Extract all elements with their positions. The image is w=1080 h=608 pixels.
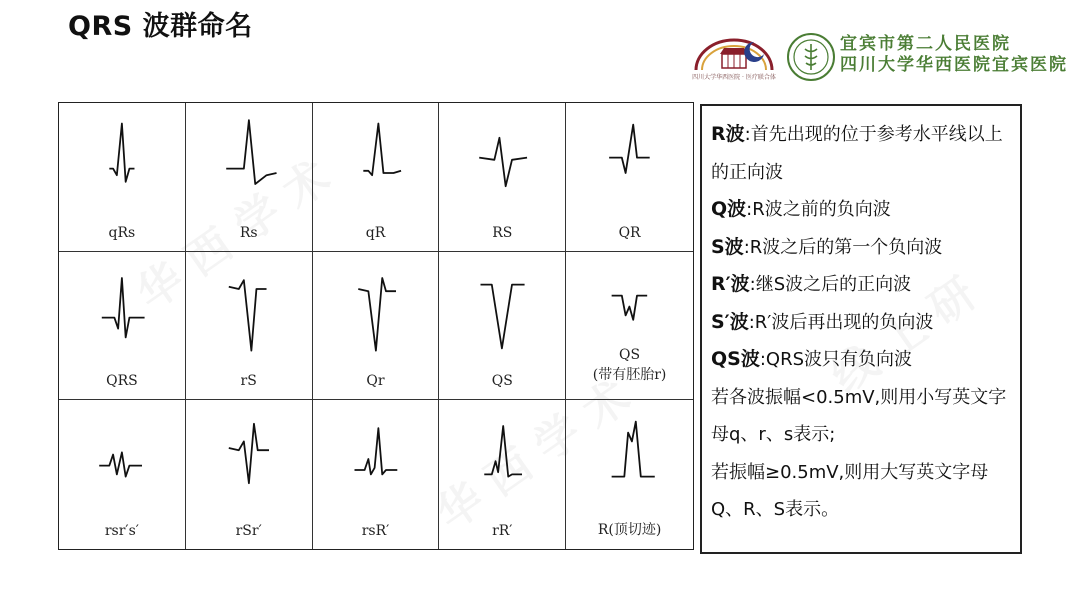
waveform-label [439, 523, 565, 539]
waveform-trace [229, 280, 267, 350]
waveform-label [186, 225, 312, 241]
waveform-trace [481, 284, 525, 348]
definition-q [711, 191, 1012, 229]
text-q: :R波之前的负向波 [746, 199, 891, 220]
qrs-waveform-icon [439, 103, 565, 213]
waveform-label [186, 373, 312, 389]
waveform-cell [313, 400, 440, 549]
waveform-trace [102, 278, 145, 337]
qrs-waveform-icon [186, 400, 312, 510]
waveform-cell [566, 400, 693, 549]
hospital-name-line1: 宜宾市第二人民医院 [840, 34, 1011, 54]
waveform-sublabel: (带有胚胎r) [592, 367, 667, 384]
qrs-waveform-icon [59, 103, 185, 213]
hospital-seal-icon [786, 32, 836, 82]
waveform-cell [439, 252, 566, 401]
definition-r-prime [711, 266, 1012, 304]
waveform-trace [485, 426, 523, 477]
hospital-name-line2: 四川大学华西医院宜宾医院 [840, 55, 1068, 75]
waveform-label-text: rSr′ [235, 523, 262, 539]
waveform-label [313, 373, 439, 389]
text-qs: :QRS波只有负向波 [759, 349, 913, 370]
waveform-label [59, 373, 185, 389]
note-uppercase: 若振幅≥0.5mV,则用大写英文字母Q、R、S表示。 [711, 461, 989, 520]
waveform-label-text: qRs [108, 224, 136, 241]
waveform-cell [186, 103, 313, 252]
waveform-label [313, 523, 439, 539]
waveform-label-text: rsr′s′ [104, 523, 139, 539]
qrs-waveform-icon [313, 252, 439, 362]
waveform-trace [480, 138, 528, 186]
waveform-trace [99, 453, 142, 477]
slide-title: QRS 波群命名 [68, 11, 253, 42]
waveform-trace [609, 125, 650, 173]
waveform-label [59, 225, 185, 241]
qrs-waveform-icon [439, 400, 565, 510]
qrs-waveform-icon [313, 400, 439, 510]
waveform-cell [59, 400, 186, 549]
hospital-name [840, 34, 1068, 76]
waveform-label-text: QS [619, 347, 641, 364]
definitions-panel [700, 104, 1022, 554]
waveform-label-text: rR′ [492, 523, 513, 539]
qrs-waveform-icon [186, 252, 312, 362]
term-r-prime: R′波 [711, 273, 750, 295]
qrs-waveform-icon [566, 103, 693, 213]
waveform-trace [358, 278, 396, 351]
waveform-cell [566, 103, 693, 252]
qrs-waveform-icon [59, 400, 185, 510]
waveform-label-text: QRS [106, 373, 138, 390]
waveform-label [186, 523, 312, 539]
waveform-cell [59, 252, 186, 401]
logo-area [690, 30, 1068, 88]
waveform-cell [186, 400, 313, 549]
waveform-cell [186, 252, 313, 401]
waveform-label-text: RS [492, 224, 513, 241]
waveform-label [566, 345, 693, 385]
waveform-label-text: qR [365, 224, 386, 241]
waveform-cell [439, 400, 566, 549]
waveform-label-text: Rs [239, 224, 258, 241]
note-lowercase: 若各波振幅<0.5mV,则用小写英文字母q、r、s表示; [711, 386, 1007, 445]
waveform-label [439, 225, 565, 241]
waveform-trace [109, 124, 134, 182]
term-r: R波 [711, 123, 745, 145]
qrs-waveform-icon [439, 252, 565, 362]
term-qs: QS波 [711, 348, 760, 370]
waveform-label [59, 523, 185, 539]
waveform-trace [354, 429, 397, 475]
waveform-trace [363, 124, 401, 176]
waveform-label-text: QS [491, 373, 513, 390]
qrs-waveform-icon [59, 252, 185, 362]
waveform-label-text: Qr [366, 373, 385, 390]
waveform-label [566, 519, 693, 539]
definition-r [711, 116, 1012, 191]
waveform-cell [313, 252, 440, 401]
definition-s [711, 229, 1012, 267]
qrs-waveform-icon [566, 400, 693, 510]
qrs-waveform-icon [313, 103, 439, 213]
waveform-label [439, 373, 565, 389]
waveform-label-text: rS [240, 373, 257, 390]
waveform-trace [229, 424, 269, 483]
definition-s-prime [711, 304, 1012, 342]
text-s-prime: :R′波后再出现的负向波 [748, 311, 934, 333]
waveform-label [566, 225, 693, 241]
waveform-cell [313, 103, 440, 252]
waveform-label-text: R(顶切迹) [597, 522, 662, 538]
text-s: :R波之后的第一个负向波 [743, 236, 943, 258]
term-s-prime: S′波 [711, 310, 749, 333]
waveform-trace [226, 120, 276, 184]
waveform-trace [612, 295, 648, 319]
waveform-cell [566, 252, 693, 401]
text-r: :首先出现的位于参考水平线以上的正向波 [711, 124, 1003, 183]
term-s: S波 [711, 235, 744, 258]
university-logo-caption: 四川大学华西医院 · 医疗联合体 [692, 74, 776, 81]
qrs-waveform-grid [58, 102, 694, 550]
text-r-prime: :继S波之后的正向波 [749, 274, 912, 295]
term-q: Q波 [711, 198, 747, 220]
definition-qs [711, 341, 1012, 379]
waveform-label [313, 225, 439, 241]
waveform-label-text: QR [618, 224, 641, 241]
waveform-cell [439, 103, 566, 252]
waveform-trace [612, 422, 655, 477]
waveform-cell [59, 103, 186, 252]
qrs-waveform-icon [186, 103, 312, 213]
waveform-label-text: rsR′ [361, 523, 390, 539]
